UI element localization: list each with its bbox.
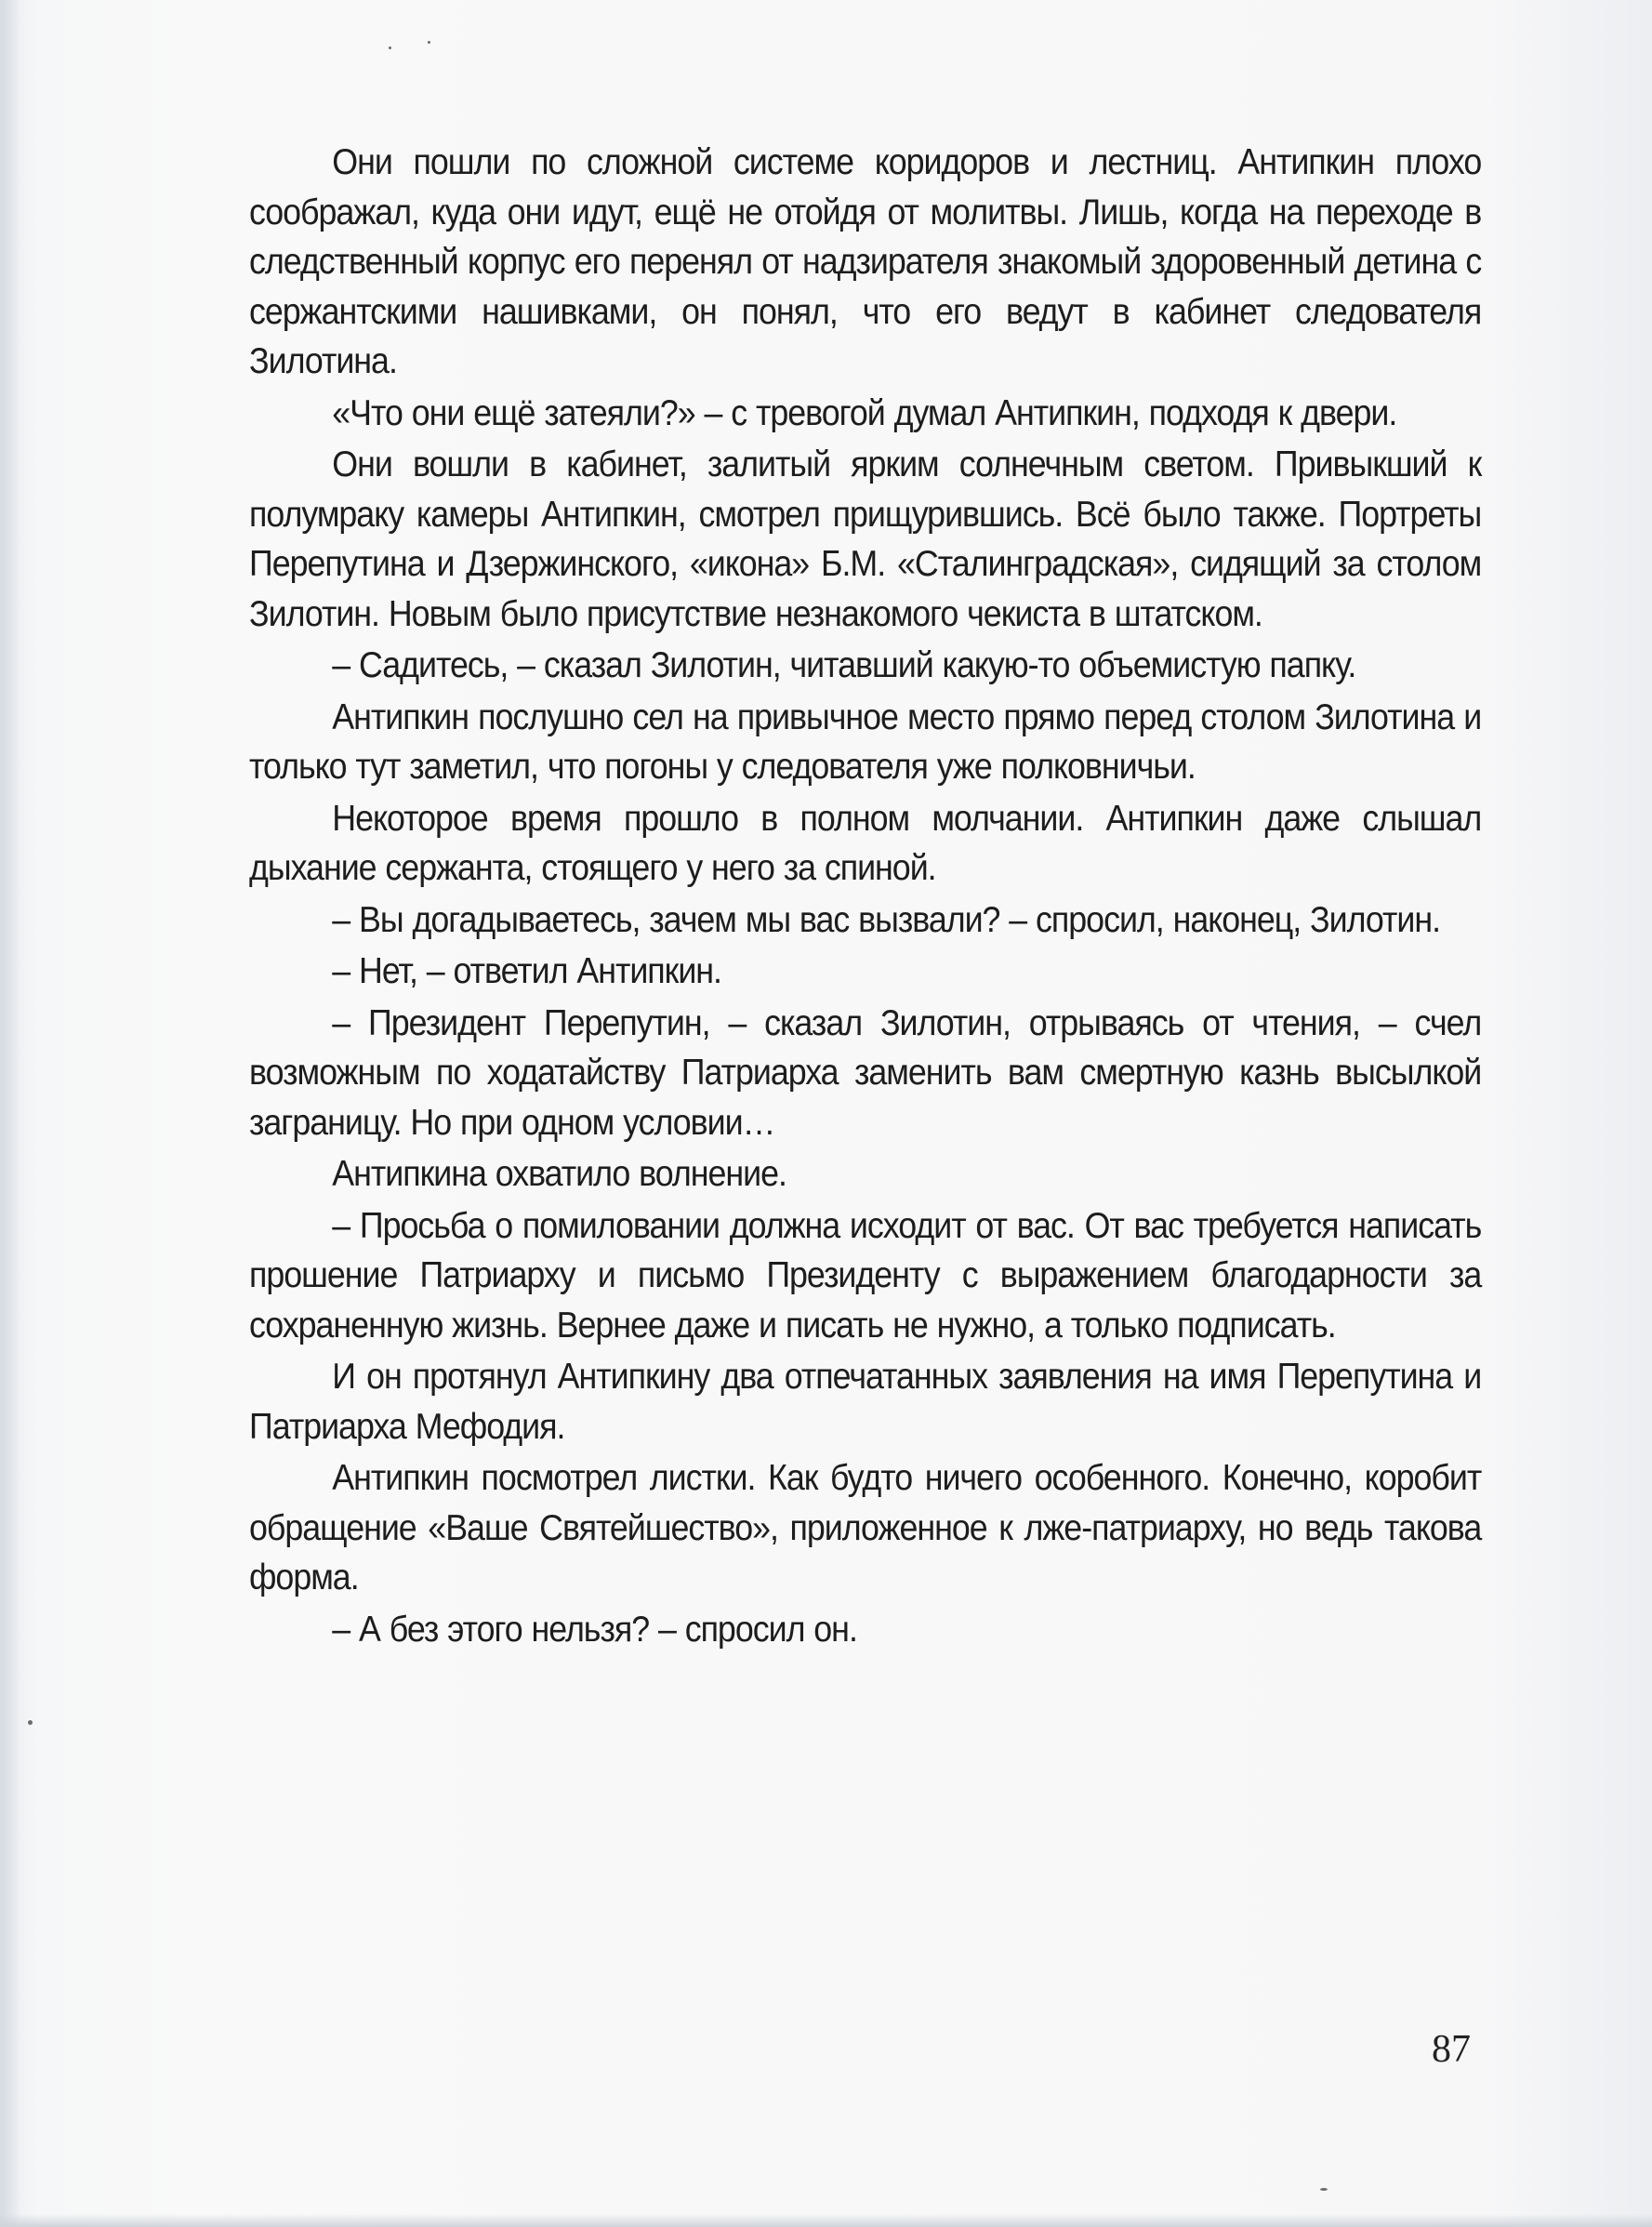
scan-speck xyxy=(1320,2188,1328,2191)
paragraph: Некоторое время прошло в полном молчании. Антипкин даже слышал дыхание сержанта, стоящего у него за спиной. xyxy=(249,798,1482,888)
paragraph: Они пошли по сложной системе коридоров и лестниц. Антипкин плохо соображал, куда они идут, ещё не отойдя от молитвы. Лишь, когда на переходе в следственный корпус его перенял от надзирателя знакомый здоровенный детина с сержантскими нашивками, он понял, что его ведут в кабинет следователя Зилотина. xyxy=(249,142,1482,381)
paragraph: – Нет, – ответил Антипкин. xyxy=(332,951,721,991)
page-number: 87 xyxy=(1432,2028,1471,2071)
paragraph: Антипкин посмотрел листки. Как будто ничего особенного. Конечно, коробит обращение «Ваше Святейшество», приложенное к лже-патриарху, но ведь такова форма. xyxy=(249,1458,1482,1597)
paragraph: Они вошли в кабинет, залитый ярким солнечным светом. Привыкший к полумраку камеры Антипкин, смотрел прищурившись. Всё было также. Портреты Перепутина и Дзержинского, «икона» Б.М. «Сталинградская», сидящий за столом Зилотин. Новым было присутствие незнакомого чекиста в штатском. xyxy=(249,444,1482,634)
paragraph: – А без этого нельзя? – спросил он. xyxy=(332,1609,857,1650)
paragraph: – Садитесь, – сказал Зилотин, читавший какую-то объемистую папку. xyxy=(332,645,1356,685)
paragraph: Антипкин послушно сел на привычное место прямо перед столом Зилотина и только тут заметил, что погоны у следователя уже полковничьи. xyxy=(249,696,1482,787)
paragraph: И он протянул Антипкину два отпечатанных заявления на имя Перепутина и Патриарха Мефодия. xyxy=(249,1357,1482,1447)
scan-speck xyxy=(389,46,391,49)
body-text xyxy=(249,138,1481,1997)
paragraph: – Просьба о помиловании должна исходит от вас. От вас требуется написать прошение Патриарху и письмо Президенту с выражением благодарности за сохраненную жизнь. Вернее даже и писать не нужно, а только подписать. xyxy=(249,1205,1482,1345)
paragraph: «Что они ещё затеяли?» – с тревогой думал Антипкин, подходя к двери. xyxy=(332,392,1397,433)
paragraph: – Вы догадываетесь, зачем мы вас вызвали? – спросил, наконец, Зилотин. xyxy=(332,899,1441,940)
scan-speck xyxy=(428,41,430,44)
scan-shadow-bottom xyxy=(0,2214,1652,2227)
paragraph: – Президент Перепутин, – сказал Зилотин, отрываясь от чтения, – счел возможным по ходатайству Патриарха заменить вам смертную казнь высылкой заграницу. Но при одном условии… xyxy=(249,1002,1482,1143)
scan-shadow-left xyxy=(0,0,20,2227)
scan-speck xyxy=(28,1720,33,1725)
paragraph: Антипкина охватило волнение. xyxy=(332,1154,786,1194)
